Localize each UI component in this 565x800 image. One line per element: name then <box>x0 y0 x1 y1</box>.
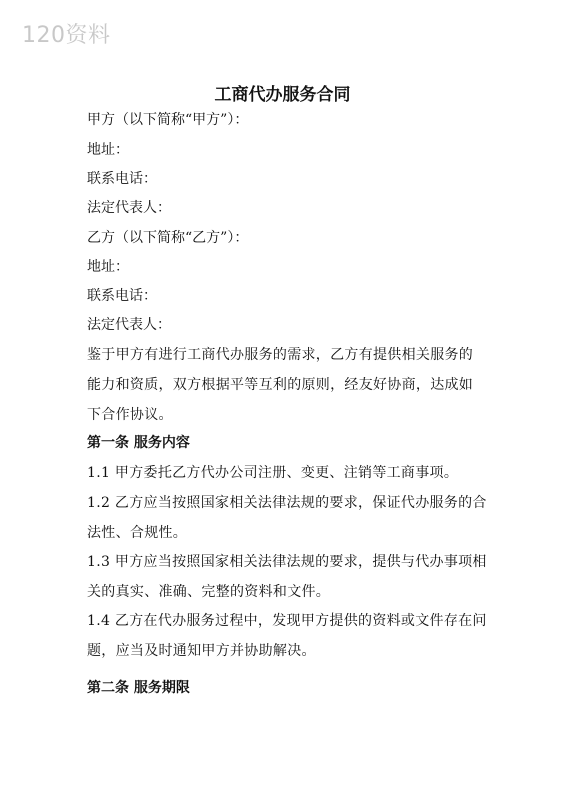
party-b-phone: 联系电话： <box>87 288 157 304</box>
party-a-label: 甲方（以下简称“甲方”）： <box>87 112 249 128</box>
party-b-representative: 法定代表人： <box>87 317 171 333</box>
party-a-phone: 联系电话： <box>87 171 157 187</box>
party-b-label: 乙方（以下简称“乙方”）： <box>87 230 249 246</box>
clause-1-1: 1.1 甲方委托乙方代办公司注册、变更、注销等工商事项。 <box>87 465 459 481</box>
article-1-heading: 第一条 服务内容 <box>87 435 190 451</box>
party-a-address: 地址： <box>87 142 129 158</box>
preamble-paragraph: 鉴于甲方有进行工商代办服务的需求，乙方有提供相关服务的能力和资质，双方根据平等互利的原则，经友好协商，达成如下合作协议。 <box>87 347 474 423</box>
document-title: 工商代办服务合同 <box>214 85 351 105</box>
clause-1-3: 1.3 甲方应当按照国家相关法律法规的要求，提供与代办事项相关的真实、准确、完整的资料和文件。 <box>87 554 487 600</box>
clause-1-4: 1.4 乙方在代办服务过程中，发现甲方提供的资料或文件存在问题，应当及时通知甲方并协助解决。 <box>87 613 487 659</box>
clause-1-2: 1.2 乙方应当按照国家相关法律法规的要求，保证代办服务的合法性、合规性。 <box>87 495 487 541</box>
party-a-representative: 法定代表人： <box>87 200 171 216</box>
party-b-address: 地址： <box>87 259 129 275</box>
watermark: 120资料 <box>22 23 111 48</box>
article-2-heading: 第二条 服务期限 <box>87 680 190 696</box>
